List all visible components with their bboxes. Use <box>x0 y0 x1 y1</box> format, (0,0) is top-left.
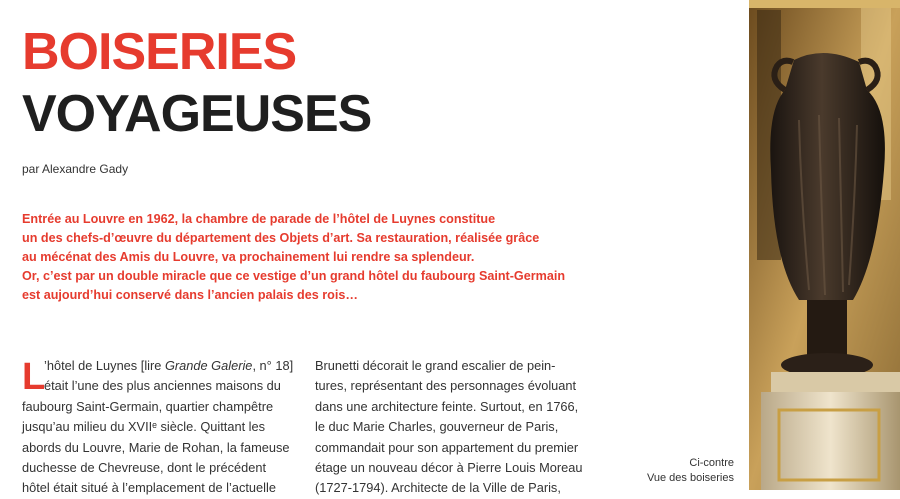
body-line: commandait pour son appartement du premier <box>315 439 579 455</box>
urn-photo-illustration <box>749 0 900 490</box>
body-line: hôtel était situé à l’emplacement de l’actuelle <box>22 480 276 496</box>
body-line: dans une architecture feinte. Surtout, en 1766, <box>315 398 579 414</box>
body-column-2 <box>315 356 587 499</box>
drop-cap: L <box>22 356 46 398</box>
intro-paragraph <box>22 210 722 305</box>
body-line: duchesse de Chevreuse, dont le précédent <box>22 460 267 476</box>
body-line: étage un nouveau décor à Pierre Louis Moreau <box>315 460 583 476</box>
publication-title: Grande Galerie <box>164 358 253 373</box>
intro-line: un des chefs-d’œuvre du département des Objets d’art. Sa restauration, réalisée grâce <box>22 231 540 245</box>
byline: par Alexandre Gady <box>22 162 129 176</box>
body-line <box>22 356 298 376</box>
body-line: était l’une des plus anciennes maisons du <box>44 378 281 394</box>
body-line: (1727-1794). Architecte de la Ville de Paris, <box>315 480 561 496</box>
body-line: Brunetti décorait le grand escalier de pein- <box>315 358 556 373</box>
intro-line: est aujourd’hui conservé dans l’ancien palais des rois… <box>22 288 358 302</box>
urn-photo <box>749 0 900 490</box>
body-line: tures, représentant des personnages évoluant <box>315 378 577 394</box>
intro-line: Entrée au Louvre en 1962, la chambre de parade de l’hôtel de Luynes constitue <box>22 212 496 226</box>
body-line: jusqu’au milieu du XVIIᵉ siècle. Quittant les <box>22 419 266 435</box>
intro-line: au mécénat des Amis du Louvre, va prochainement lui rendre sa splendeur. <box>22 250 475 264</box>
body-line: abords du Louvre, Marie de Rohan, la fameuse <box>22 439 290 455</box>
photo-caption <box>600 456 734 486</box>
title-line-2: VOYAGEUSES <box>22 85 372 143</box>
body-text: ’hôtel de Luynes [lire <box>44 358 165 373</box>
body-text: , n° 18] <box>252 358 294 373</box>
intro-line: Or, c’est par un double miracle que ce vestige d’un grand hôtel du faubourg Saint-Germain <box>22 269 566 283</box>
caption-line: Vue des boiseries <box>646 472 734 484</box>
body-line: le duc Marie Charles, gouverneur de Paris, <box>315 419 559 435</box>
title-line-1: BOISERIES <box>22 23 297 81</box>
body-column-1 <box>22 356 298 499</box>
caption-line: Ci-contre <box>689 457 734 469</box>
body-line: faubourg Saint-Germain, quartier champêtre <box>22 398 274 414</box>
